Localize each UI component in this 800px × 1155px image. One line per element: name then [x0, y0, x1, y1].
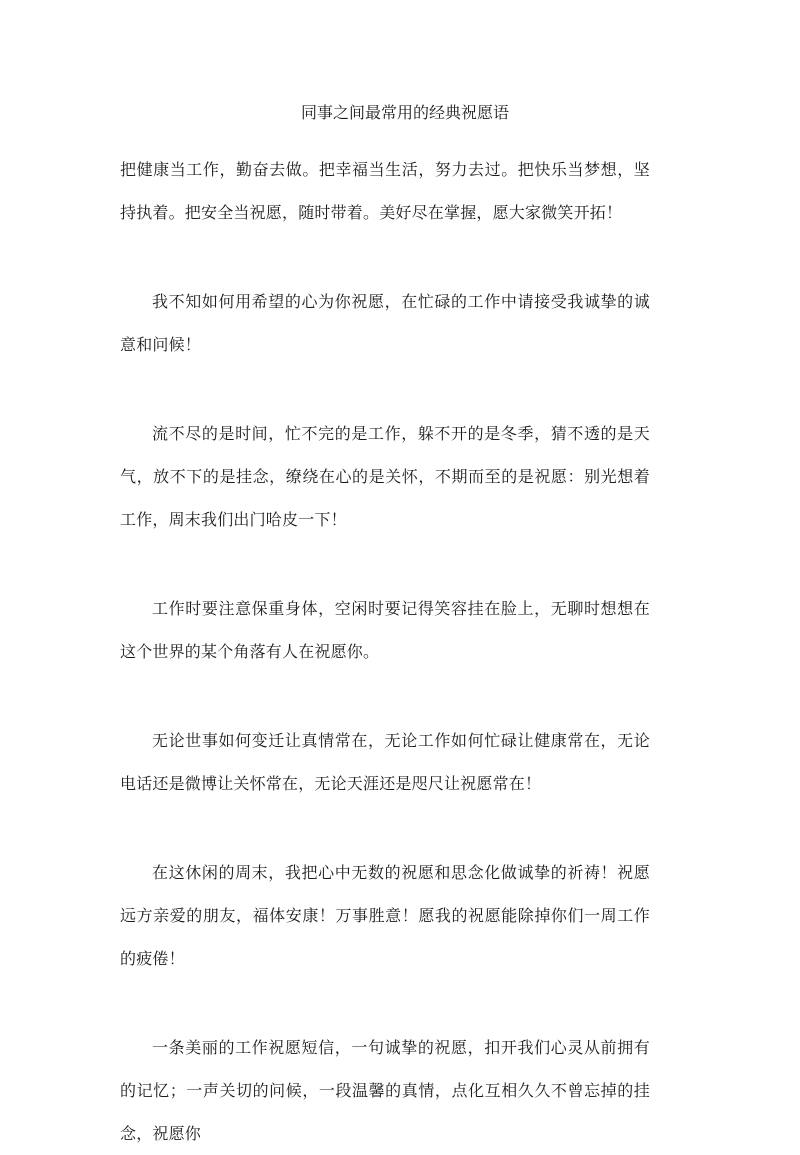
- paragraph-6: 在这休闲的周末，我把心中无数的祝愿和思念化做诚挚的祈祷！祝愿远方亲爱的朋友，福体安康！万事胜意！愿我的祝愿能除掉你们一周工作的疲倦！: [120, 863, 650, 968]
- paragraph-4: 工作时要注意保重身体，空闲时要记得笑容挂在脸上，无聊时想想在这个世界的某个角落有人在祝愿你。: [120, 599, 650, 661]
- paragraph-3: 流不尽的是时间，忙不完的是工作，躲不开的是冬季，猜不透的是天气，放不下的是挂念，缭绕在心的是关怀，不期而至的是祝愿：别光想着工作，周末我们出门哈皮一下！: [120, 424, 650, 529]
- paragraph-1: 把健康当工作，勤奋去做。把幸福当生活，努力去过。把快乐当梦想，坚持执着。把安全当祝愿，随时带着。美好尽在掌握，愿大家微笑开拓！: [120, 160, 650, 222]
- paragraph-5: 无论世事如何变迁让真情常在，无论工作如何忙碌让健康常在，无论电话还是微博让关怀常在，无论天涯还是咫尺让祝愿常在！: [120, 731, 650, 793]
- paragraph-2: 我不知如何用希望的心为你祝愿，在忙碌的工作中请接受我诚挚的诚意和问候！: [120, 292, 650, 354]
- document-title: 同事之间最常用的经典祝愿语: [300, 103, 509, 122]
- paragraph-7: 一条美丽的工作祝愿短信，一句诚挚的祝愿，扣开我们心灵从前拥有的记忆；一声关切的问候，一段温馨的真情，点化互相久久不曾忘掉的挂念，祝愿你: [120, 1038, 650, 1143]
